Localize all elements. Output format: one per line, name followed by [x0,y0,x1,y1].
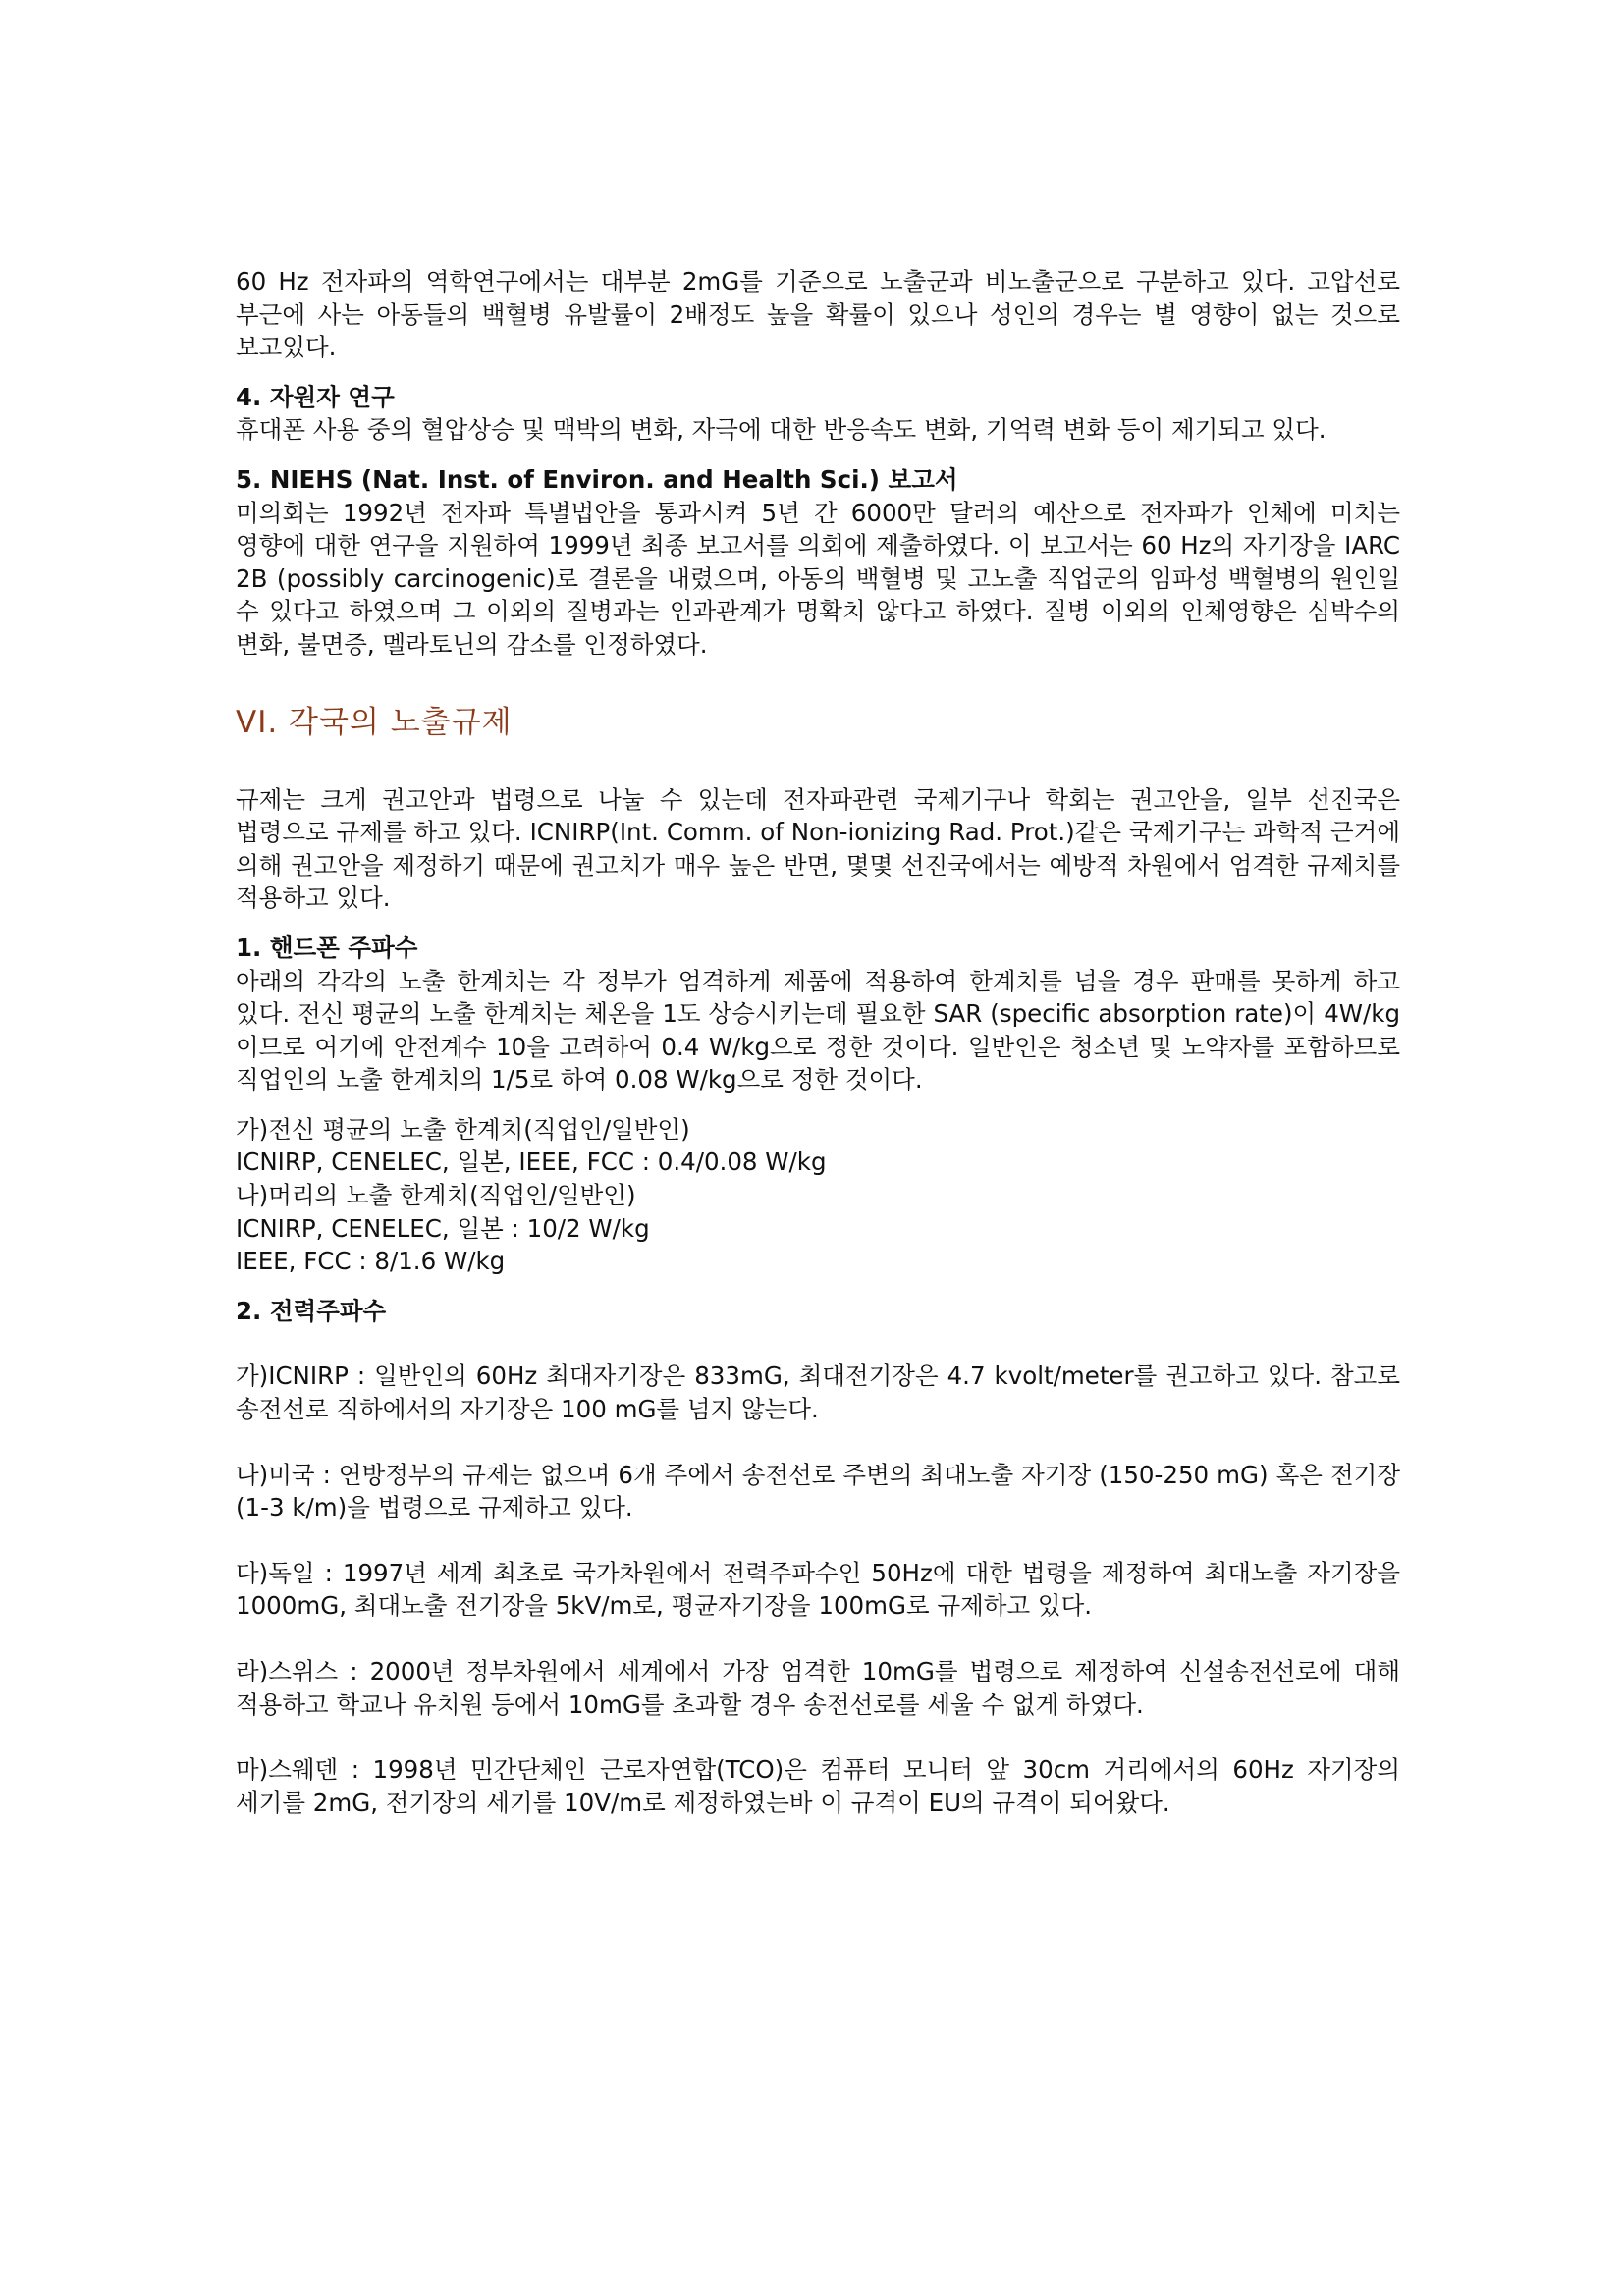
volunteer-study-heading: 4. 자원자 연구 [236,382,395,411]
handphone-line: ICNIRP, CENELEC, 일본 : 10/2 W/kg [236,1213,650,1243]
niehs-paragraph: 미의회는 1992년 전자파 특별법안을 통과시켜 5년 간 6000만 달러의 예산으로 전자파가 인체에 미치는 영향에 대한 연구을 지원하여 1999년 최종 보고서를 의회에 제출하였다. 이 보고서는 60 Hz의 자기장을 IARC 2B (possibly carcinogenic)로 결론을 내렸으며, 아동의 백혈병 및 고노출 직업군의 임파성 백혈병의 원인일 수 있다고 하였으며 그 이외의 질병과는 인과관계가 명확치 않다고 하였다. 질병 이외의 인체영향은 심박수의 변화, 불면증, 멜라토닌의 감소를 인정하였다. [236,498,1400,659]
power-item-switzerland: 라)스위스 : 2000년 정부차원에서 세계에서 가장 엄격한 10mG를 법령으로 제정하여 신설송전선로에 대해 적용하고 학교나 유치원 등에서 10mG를 초과할 경우 송전선로를 세울 수 없게 하였다. [236,1657,1400,1719]
handphone-line: ICNIRP, CENELEC, 일본, IEEE, FCC : 0.4/0.08 W/kg [236,1148,827,1177]
handphone-heading: 1. 핸드폰 주파수 [236,933,418,962]
power-item-germany: 다)독일 : 1997년 세계 최초로 국가차원에서 전력주파수인 50Hz에 대한 법령을 제정하여 최대노출 자기장을 1000mG, 최대노출 전기장을 5kV/m로, 평균자기장을 100mG로 규제하고 있다. [236,1558,1400,1621]
handphone-line: 가)전신 평균의 노출 한계치(직업인/일반인) [236,1114,690,1144]
handphone-paragraph: 아래의 각각의 노출 한계치는 각 정부가 엄격하게 제품에 적용하여 한계치를 넘을 경우 판매를 못하게 하고 있다. 전신 평균의 노출 한계치는 체온을 1도 상승시키는데 필요한 SAR (specific absorption rate)이 4W/kg 이므로 여기에 안전계수 10을 고려하여 0.4 W/kg으로 정한 것이다. 일반인은 청소년 및 노약자를 포함하므로 직업인의 노출 한계치의 1/5로 하여 0.08 W/kg으로 정한 것이다. [236,966,1400,1095]
power-item-usa: 나)미국 : 연방정부의 규제는 없으며 6개 주에서 송전선로 주변의 최대노출 자기장 (150-250 mG) 혹은 전기장(1-3 k/m)을 법령으로 규제하고 있다. [236,1460,1400,1522]
handphone-line: IEEE, FCC : 8/1.6 W/kg [236,1247,506,1276]
power-item-icnirp: 가)ICNIRP : 일반인의 60Hz 최대자기장은 833mG, 최대전기장은 4.7 kvolt/meter를 권고하고 있다. 참고로 송전선로 직하에서의 자기장은 100 mG를 넘지 않는다. [236,1362,1400,1424]
power-item-sweden: 마)스웨덴 : 1998년 민간단체인 근로자연합(TCO)은 컴퓨터 모니터 앞 30cm 거리에서의 60Hz 자기장의 세기를 2mG, 전기장의 세기를 10V/m로 제정하였는바 이 규격이 EU의 규격이 되어왔다. [236,1755,1400,1817]
volunteer-study-paragraph: 휴대폰 사용 중의 혈압상승 및 맥박의 변화, 자극에 대한 반응속도 변화, 기억력 변화 등이 제기되고 있다. [236,415,1326,445]
intro-paragraph: 60 Hz 전자파의 역학연구에서는 대부분 2mG를 기준으로 노출군과 비노출군으로 구분하고 있다. 고압선로 부근에 사는 아동들의 백혈병 유발률이 2배정도 높을 확률이 있으나 성인의 경우는 별 영향이 없는 것으로 보고있다. [236,267,1400,362]
handphone-line: 나)머리의 노출 한계치(직업인/일반인) [236,1181,636,1210]
document-page [236,265,1400,1819]
niehs-heading: 5. NIEHS (Nat. Inst. of Environ. and Health Sci.) 보고서 [236,464,958,494]
power-frequency-heading: 2. 전력주파수 [236,1296,387,1325]
section-title: VI. 각국의 노출규제 [236,704,513,740]
regulation-paragraph: 규제는 크게 권고안과 법령으로 나눌 수 있는데 전자파관련 국제기구나 학회는 권고안을, 일부 선진국은 법령으로 규제를 하고 있다. ICNIRP(Int. Comm. of Non-ionizing Rad. Prot.)같은 국제기구는 과학적 근거에 의해 권고안을 제정하기 때문에 권고치가 매우 높은 반면, 몇몇 선진국에서는 예방적 차원에서 엄격한 규제치를 적용하고 있다. [236,784,1400,913]
